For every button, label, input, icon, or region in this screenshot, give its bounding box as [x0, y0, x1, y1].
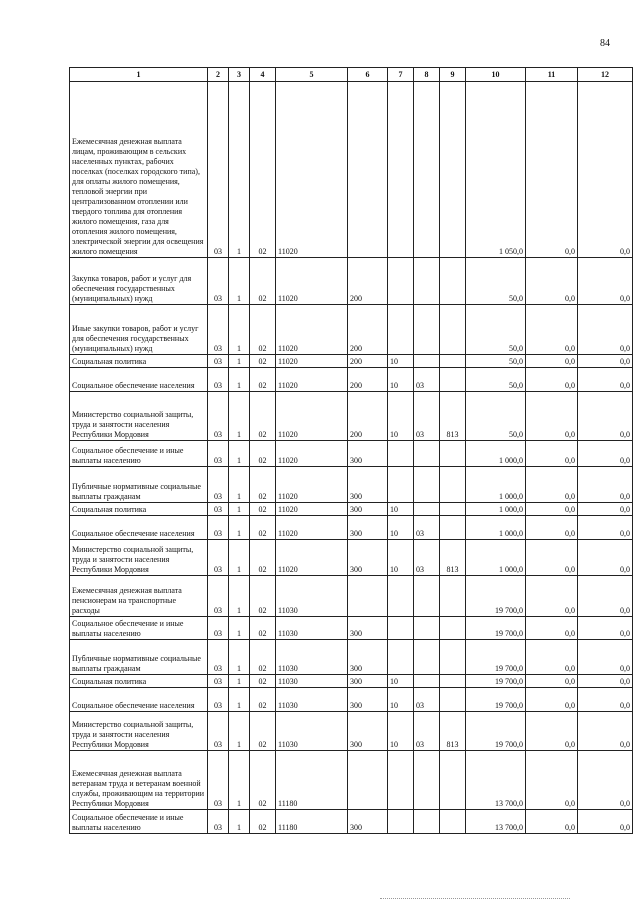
page-number: 84: [600, 38, 610, 49]
row-cell-c7: [388, 82, 414, 258]
row-cell-c8: [414, 617, 440, 640]
table-row: [70, 467, 633, 503]
row-cell-c8: [414, 258, 440, 305]
table-header-row: [70, 68, 633, 82]
table-row: [70, 441, 633, 467]
row-cell-c4: 02: [250, 516, 276, 540]
column-header: 10: [466, 68, 526, 82]
row-cell-c3: 1: [229, 516, 250, 540]
row-cell-c3: 1: [229, 258, 250, 305]
row-cell-c2: 03: [208, 712, 229, 751]
row-cell-c9: [440, 355, 466, 368]
row-cell-c6: [348, 751, 388, 810]
row-cell-c3: 1: [229, 503, 250, 516]
row-cell-c9: [440, 751, 466, 810]
row-cell-c2: 03: [208, 640, 229, 675]
row-cell-c2: 03: [208, 368, 229, 392]
row-cell-c6: 200: [348, 258, 388, 305]
row-cell-c4: 02: [250, 355, 276, 368]
row-cell-c8: [414, 576, 440, 617]
row-cell-c8: [414, 675, 440, 688]
row-cell-c7: [388, 258, 414, 305]
row-name-cell: Ежемесячная денежная выплата ветеранам труда и ветеранам военной службы, проживающим на территории Республики Мордовия: [70, 751, 208, 810]
row-cell-c8: [414, 503, 440, 516]
row-cell-c3: 1: [229, 640, 250, 675]
row-cell-c8: 03: [414, 712, 440, 751]
row-name-cell: Социальное обеспечение населения: [70, 688, 208, 712]
row-cell-c5: 11020: [276, 540, 348, 576]
row-cell-c4: 02: [250, 392, 276, 441]
table-body: [70, 82, 633, 834]
row-cell-c10: 50,0: [466, 355, 526, 368]
column-header: 4: [250, 68, 276, 82]
row-cell-c3: 1: [229, 441, 250, 467]
row-name-cell: Социальная политика: [70, 503, 208, 516]
table-row: [70, 675, 633, 688]
row-cell-c10: 19 700,0: [466, 640, 526, 675]
row-cell-c6: [348, 82, 388, 258]
row-cell-c8: 03: [414, 392, 440, 441]
row-cell-c3: 1: [229, 305, 250, 355]
row-cell-c12: 0,0: [578, 305, 633, 355]
row-name-cell: Социальная политика: [70, 355, 208, 368]
column-header: 1: [70, 68, 208, 82]
row-cell-c11: 0,0: [526, 810, 578, 834]
row-cell-c11: 0,0: [526, 392, 578, 441]
table-row: [70, 640, 633, 675]
row-cell-c7: 10: [388, 368, 414, 392]
table-row: [70, 305, 633, 355]
row-cell-c5: 11020: [276, 503, 348, 516]
table-row: [70, 576, 633, 617]
row-cell-c11: 0,0: [526, 258, 578, 305]
row-cell-c12: 0,0: [578, 355, 633, 368]
row-cell-c6: 200: [348, 368, 388, 392]
row-cell-c7: 10: [388, 712, 414, 751]
page-bottom-rule: [380, 898, 570, 899]
row-cell-c3: 1: [229, 540, 250, 576]
row-cell-c7: 10: [388, 675, 414, 688]
row-cell-c11: 0,0: [526, 467, 578, 503]
row-cell-c9: [440, 441, 466, 467]
row-cell-c11: 0,0: [526, 675, 578, 688]
row-cell-c4: 02: [250, 368, 276, 392]
row-cell-c2: 03: [208, 751, 229, 810]
row-cell-c5: 11020: [276, 355, 348, 368]
column-header: 8: [414, 68, 440, 82]
table-row: [70, 751, 633, 810]
row-name-cell: Публичные нормативные социальные выплаты гражданам: [70, 467, 208, 503]
row-cell-c8: [414, 82, 440, 258]
row-cell-c8: [414, 305, 440, 355]
row-cell-c11: 0,0: [526, 355, 578, 368]
row-name-cell: Социальное обеспечение и иные выплаты населению: [70, 441, 208, 467]
row-cell-c5: 11030: [276, 576, 348, 617]
row-cell-c3: 1: [229, 368, 250, 392]
row-name-cell: Публичные нормативные социальные выплаты гражданам: [70, 640, 208, 675]
row-name-cell: Министерство социальной защиты, труда и занятости населения Республики Мордовия: [70, 712, 208, 751]
row-cell-c7: [388, 810, 414, 834]
row-cell-c10: 1 000,0: [466, 503, 526, 516]
row-cell-c2: 03: [208, 82, 229, 258]
row-cell-c10: 19 700,0: [466, 712, 526, 751]
row-cell-c7: 10: [388, 688, 414, 712]
row-cell-c5: 11180: [276, 810, 348, 834]
row-cell-c5: 11030: [276, 712, 348, 751]
row-cell-c2: 03: [208, 810, 229, 834]
row-cell-c11: 0,0: [526, 576, 578, 617]
row-cell-c6: 300: [348, 441, 388, 467]
row-cell-c7: 10: [388, 516, 414, 540]
row-cell-c3: 1: [229, 810, 250, 834]
row-cell-c5: 11180: [276, 751, 348, 810]
row-name-cell: Министерство социальной защиты, труда и занятости населения Республики Мордовия: [70, 392, 208, 441]
row-cell-c9: [440, 82, 466, 258]
row-cell-c12: 0,0: [578, 576, 633, 617]
row-cell-c5: 11030: [276, 675, 348, 688]
row-cell-c4: 02: [250, 82, 276, 258]
row-cell-c6: 300: [348, 712, 388, 751]
row-cell-c6: [348, 576, 388, 617]
row-cell-c9: [440, 675, 466, 688]
row-cell-c9: [440, 576, 466, 617]
column-header: 5: [276, 68, 348, 82]
row-cell-c7: 10: [388, 355, 414, 368]
row-cell-c6: 200: [348, 355, 388, 368]
row-cell-c2: 03: [208, 617, 229, 640]
row-cell-c2: 03: [208, 392, 229, 441]
row-cell-c4: 02: [250, 712, 276, 751]
row-cell-c2: 03: [208, 540, 229, 576]
row-cell-c11: 0,0: [526, 751, 578, 810]
row-cell-c5: 11020: [276, 368, 348, 392]
row-cell-c3: 1: [229, 617, 250, 640]
row-cell-c7: [388, 617, 414, 640]
row-cell-c11: 0,0: [526, 617, 578, 640]
row-cell-c9: [440, 688, 466, 712]
row-cell-c8: [414, 640, 440, 675]
row-cell-c4: 02: [250, 675, 276, 688]
row-cell-c6: 300: [348, 540, 388, 576]
row-name-cell: Ежемесячная денежная выплата пенсионерам на транспортные расходы: [70, 576, 208, 617]
column-header: 7: [388, 68, 414, 82]
row-cell-c5: 11020: [276, 82, 348, 258]
row-cell-c4: 02: [250, 617, 276, 640]
row-name-cell: Социальное обеспечение и иные выплаты населению: [70, 617, 208, 640]
row-cell-c10: 1 000,0: [466, 516, 526, 540]
row-cell-c5: 11030: [276, 617, 348, 640]
row-cell-c6: 300: [348, 516, 388, 540]
row-cell-c6: 300: [348, 503, 388, 516]
row-cell-c9: 813: [440, 540, 466, 576]
row-cell-c5: 11020: [276, 258, 348, 305]
row-cell-c7: 10: [388, 392, 414, 441]
row-cell-c3: 1: [229, 688, 250, 712]
row-cell-c12: 0,0: [578, 810, 633, 834]
row-cell-c7: 10: [388, 503, 414, 516]
row-cell-c6: 300: [348, 467, 388, 503]
row-cell-c12: 0,0: [578, 392, 633, 441]
row-cell-c10: 19 700,0: [466, 617, 526, 640]
row-cell-c5: 11020: [276, 441, 348, 467]
row-cell-c11: 0,0: [526, 82, 578, 258]
row-cell-c3: 1: [229, 675, 250, 688]
row-cell-c2: 03: [208, 441, 229, 467]
table-row: [70, 712, 633, 751]
row-cell-c4: 02: [250, 258, 276, 305]
row-cell-c2: 03: [208, 516, 229, 540]
row-cell-c10: 50,0: [466, 392, 526, 441]
row-cell-c12: 0,0: [578, 82, 633, 258]
table-row: [70, 355, 633, 368]
row-cell-c2: 03: [208, 305, 229, 355]
table-row: [70, 82, 633, 258]
row-cell-c12: 0,0: [578, 712, 633, 751]
row-cell-c4: 02: [250, 810, 276, 834]
row-cell-c6: 300: [348, 675, 388, 688]
table-row: [70, 810, 633, 834]
row-cell-c5: 11020: [276, 392, 348, 441]
row-cell-c11: 0,0: [526, 712, 578, 751]
row-cell-c10: 1 050,0: [466, 82, 526, 258]
row-cell-c12: 0,0: [578, 675, 633, 688]
row-cell-c4: 02: [250, 688, 276, 712]
column-header: 3: [229, 68, 250, 82]
row-cell-c2: 03: [208, 467, 229, 503]
row-name-cell: Закупка товаров, работ и услуг для обеспечения государственных (муниципальных) нужд: [70, 258, 208, 305]
row-cell-c3: 1: [229, 712, 250, 751]
row-cell-c11: 0,0: [526, 368, 578, 392]
table-row: [70, 258, 633, 305]
row-name-cell: Ежемесячная денежная выплата лицам, проживающим в сельских населенных пунктах, рабочих поселках (поселках городского типа), для оплаты жилого помещения, тепловой энергии при централизованном отоплении или твердого топлива для отопления жилого помещения, газа для отопления жилого помещения, электрической энергии для освещения жилого помещения: [70, 82, 208, 258]
row-cell-c9: [440, 810, 466, 834]
row-cell-c4: 02: [250, 441, 276, 467]
row-name-cell: Социальное обеспечение населения: [70, 368, 208, 392]
table-row: [70, 688, 633, 712]
budget-table: [69, 67, 633, 834]
column-header: 6: [348, 68, 388, 82]
table-row: [70, 540, 633, 576]
row-name-cell: Социальное обеспечение населения: [70, 516, 208, 540]
table-row: [70, 392, 633, 441]
row-cell-c2: 03: [208, 688, 229, 712]
row-cell-c9: [440, 467, 466, 503]
row-cell-c11: 0,0: [526, 516, 578, 540]
row-cell-c8: [414, 810, 440, 834]
row-cell-c8: 03: [414, 688, 440, 712]
row-cell-c9: 813: [440, 712, 466, 751]
row-cell-c12: 0,0: [578, 640, 633, 675]
row-cell-c10: 19 700,0: [466, 675, 526, 688]
row-cell-c4: 02: [250, 305, 276, 355]
row-cell-c9: [440, 617, 466, 640]
row-cell-c2: 03: [208, 355, 229, 368]
row-cell-c11: 0,0: [526, 305, 578, 355]
row-cell-c11: 0,0: [526, 640, 578, 675]
column-header: 12: [578, 68, 633, 82]
row-cell-c3: 1: [229, 82, 250, 258]
row-cell-c9: 813: [440, 392, 466, 441]
row-cell-c4: 02: [250, 540, 276, 576]
row-cell-c9: [440, 640, 466, 675]
row-name-cell: Министерство социальной защиты, труда и занятости населения Республики Мордовия: [70, 540, 208, 576]
row-cell-c6: 300: [348, 810, 388, 834]
row-cell-c9: [440, 305, 466, 355]
row-cell-c12: 0,0: [578, 467, 633, 503]
row-cell-c7: [388, 467, 414, 503]
row-cell-c2: 03: [208, 503, 229, 516]
row-cell-c6: 200: [348, 305, 388, 355]
table-row: [70, 503, 633, 516]
row-cell-c4: 02: [250, 467, 276, 503]
row-cell-c7: [388, 305, 414, 355]
row-cell-c12: 0,0: [578, 503, 633, 516]
row-cell-c3: 1: [229, 467, 250, 503]
row-cell-c12: 0,0: [578, 368, 633, 392]
row-cell-c6: 300: [348, 640, 388, 675]
row-cell-c12: 0,0: [578, 516, 633, 540]
row-cell-c11: 0,0: [526, 540, 578, 576]
row-cell-c9: [440, 258, 466, 305]
row-cell-c10: 50,0: [466, 368, 526, 392]
row-cell-c10: 19 700,0: [466, 576, 526, 617]
column-header: 9: [440, 68, 466, 82]
row-cell-c8: 03: [414, 516, 440, 540]
row-cell-c7: [388, 640, 414, 675]
row-cell-c12: 0,0: [578, 441, 633, 467]
table-row: [70, 368, 633, 392]
row-cell-c10: 19 700,0: [466, 688, 526, 712]
row-cell-c3: 1: [229, 392, 250, 441]
row-cell-c11: 0,0: [526, 688, 578, 712]
row-cell-c9: [440, 516, 466, 540]
row-cell-c6: 200: [348, 392, 388, 441]
row-cell-c2: 03: [208, 576, 229, 617]
row-cell-c11: 0,0: [526, 441, 578, 467]
row-cell-c2: 03: [208, 258, 229, 305]
row-cell-c9: [440, 503, 466, 516]
row-cell-c2: 03: [208, 675, 229, 688]
row-cell-c8: [414, 467, 440, 503]
row-cell-c7: [388, 441, 414, 467]
row-cell-c4: 02: [250, 576, 276, 617]
row-cell-c5: 11020: [276, 305, 348, 355]
row-cell-c12: 0,0: [578, 688, 633, 712]
row-cell-c6: 300: [348, 688, 388, 712]
row-cell-c8: [414, 441, 440, 467]
row-cell-c10: 1 000,0: [466, 441, 526, 467]
column-header: 2: [208, 68, 229, 82]
row-cell-c7: 10: [388, 540, 414, 576]
row-cell-c4: 02: [250, 503, 276, 516]
row-cell-c6: 300: [348, 617, 388, 640]
row-cell-c10: 1 000,0: [466, 467, 526, 503]
column-header: 11: [526, 68, 578, 82]
row-cell-c12: 0,0: [578, 258, 633, 305]
row-cell-c11: 0,0: [526, 503, 578, 516]
row-cell-c10: 1 000,0: [466, 540, 526, 576]
row-name-cell: Социальная политика: [70, 675, 208, 688]
table-row: [70, 617, 633, 640]
row-cell-c10: 50,0: [466, 258, 526, 305]
row-cell-c9: [440, 368, 466, 392]
row-cell-c10: 13 700,0: [466, 810, 526, 834]
row-cell-c7: [388, 751, 414, 810]
row-cell-c3: 1: [229, 576, 250, 617]
row-cell-c12: 0,0: [578, 751, 633, 810]
row-cell-c5: 11020: [276, 516, 348, 540]
row-cell-c8: 03: [414, 368, 440, 392]
row-cell-c5: 11030: [276, 640, 348, 675]
row-cell-c12: 0,0: [578, 540, 633, 576]
row-cell-c8: 03: [414, 540, 440, 576]
row-cell-c5: 11030: [276, 688, 348, 712]
row-cell-c7: [388, 576, 414, 617]
row-name-cell: Социальное обеспечение и иные выплаты населению: [70, 810, 208, 834]
row-cell-c5: 11020: [276, 467, 348, 503]
row-cell-c8: [414, 355, 440, 368]
row-cell-c4: 02: [250, 751, 276, 810]
row-name-cell: Иные закупки товаров, работ и услуг для обеспечения государственных (муниципальных) нужд: [70, 305, 208, 355]
row-cell-c3: 1: [229, 355, 250, 368]
table-row: [70, 516, 633, 540]
row-cell-c4: 02: [250, 640, 276, 675]
row-cell-c12: 0,0: [578, 617, 633, 640]
row-cell-c3: 1: [229, 751, 250, 810]
row-cell-c10: 13 700,0: [466, 751, 526, 810]
row-cell-c10: 50,0: [466, 305, 526, 355]
row-cell-c8: [414, 751, 440, 810]
